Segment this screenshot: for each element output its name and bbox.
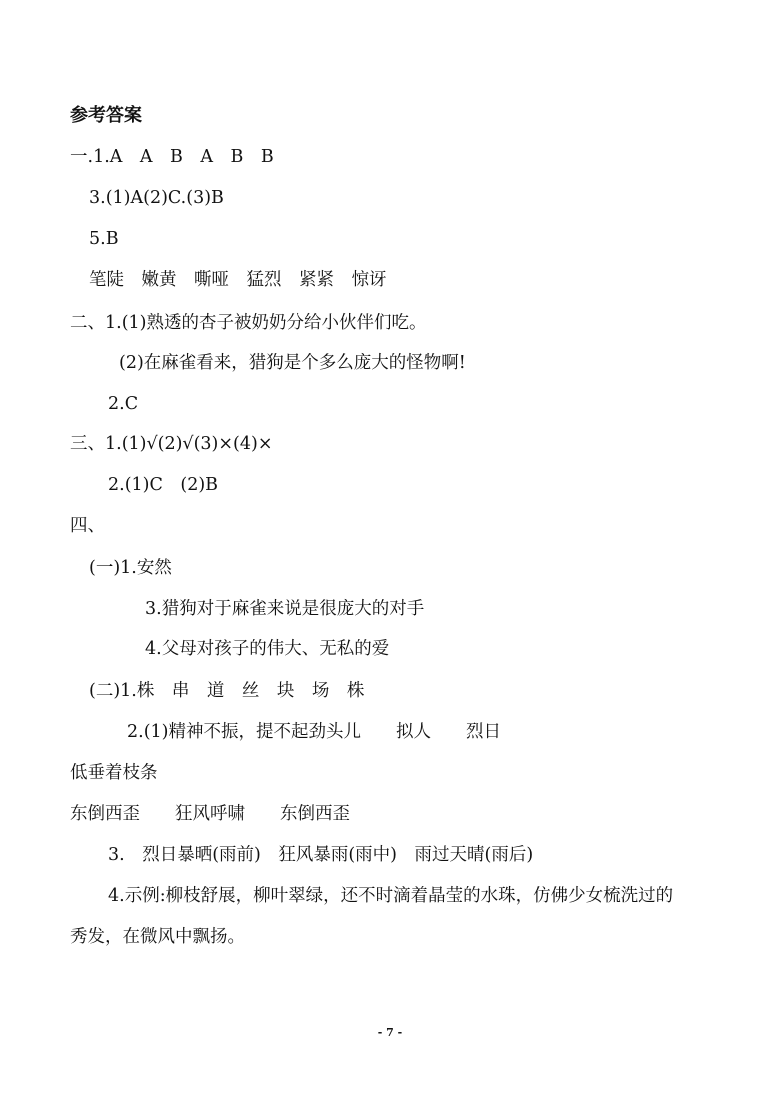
answer-line-3: 5.B [89,229,119,249]
answer-line-9: 2.(1)C (2)B [108,475,219,495]
answer-line-1: 一.1.A A B A B B [70,147,274,167]
answer-title: 参考答案 [70,105,142,126]
answer-line-7: 2.C [108,394,139,414]
answer-line-13: 4.父母对孩子的伟大、无私的爱 [145,639,390,659]
answer-line-18: 3. 烈日暴晒(雨前) 狂风暴雨(雨中) 雨过天晴(雨后) [108,845,534,865]
answer-line-16: 低垂着枝条 [70,763,158,783]
answer-line-20: 秀发，在微风中飘扬。 [70,927,245,947]
answer-line-14: (二)1.株 串 道 丝 块 场 株 [89,681,365,701]
answer-line-17: 东倒西歪 狂风呼啸 东倒西歪 [70,804,350,824]
page-number: - 7 - [377,1026,403,1039]
answer-line-15: 2.(1)精神不振，提不起劲头儿 拟人 烈日 [127,722,501,742]
answer-line-6: (2)在麻雀看来，猎狗是个多么庞大的怪物啊! [119,353,466,373]
answer-line-11: (一)1.安然 [89,558,172,578]
answer-line-5: 二、1.(1)熟透的杏子被奶奶分给小伙伴们吃。 [70,313,427,333]
answer-line-19: 4.示例:柳枝舒展，柳叶翠绿，还不时滴着晶莹的水珠，仿佛少女梳洗过的 [108,886,674,906]
answer-line-8: 三、1.(1)√(2)√(3)×(4)× [70,434,273,454]
answer-line-4: 笔陡 嫩黄 嘶哑 猛烈 紧紧 惊讶 [89,270,387,290]
answer-line-2: 3.(1)A(2)C.(3)B [89,188,224,208]
answer-line-12: 3.猎狗对于麻雀来说是很庞大的对手 [145,599,425,619]
answer-line-10: 四、 [70,516,105,536]
